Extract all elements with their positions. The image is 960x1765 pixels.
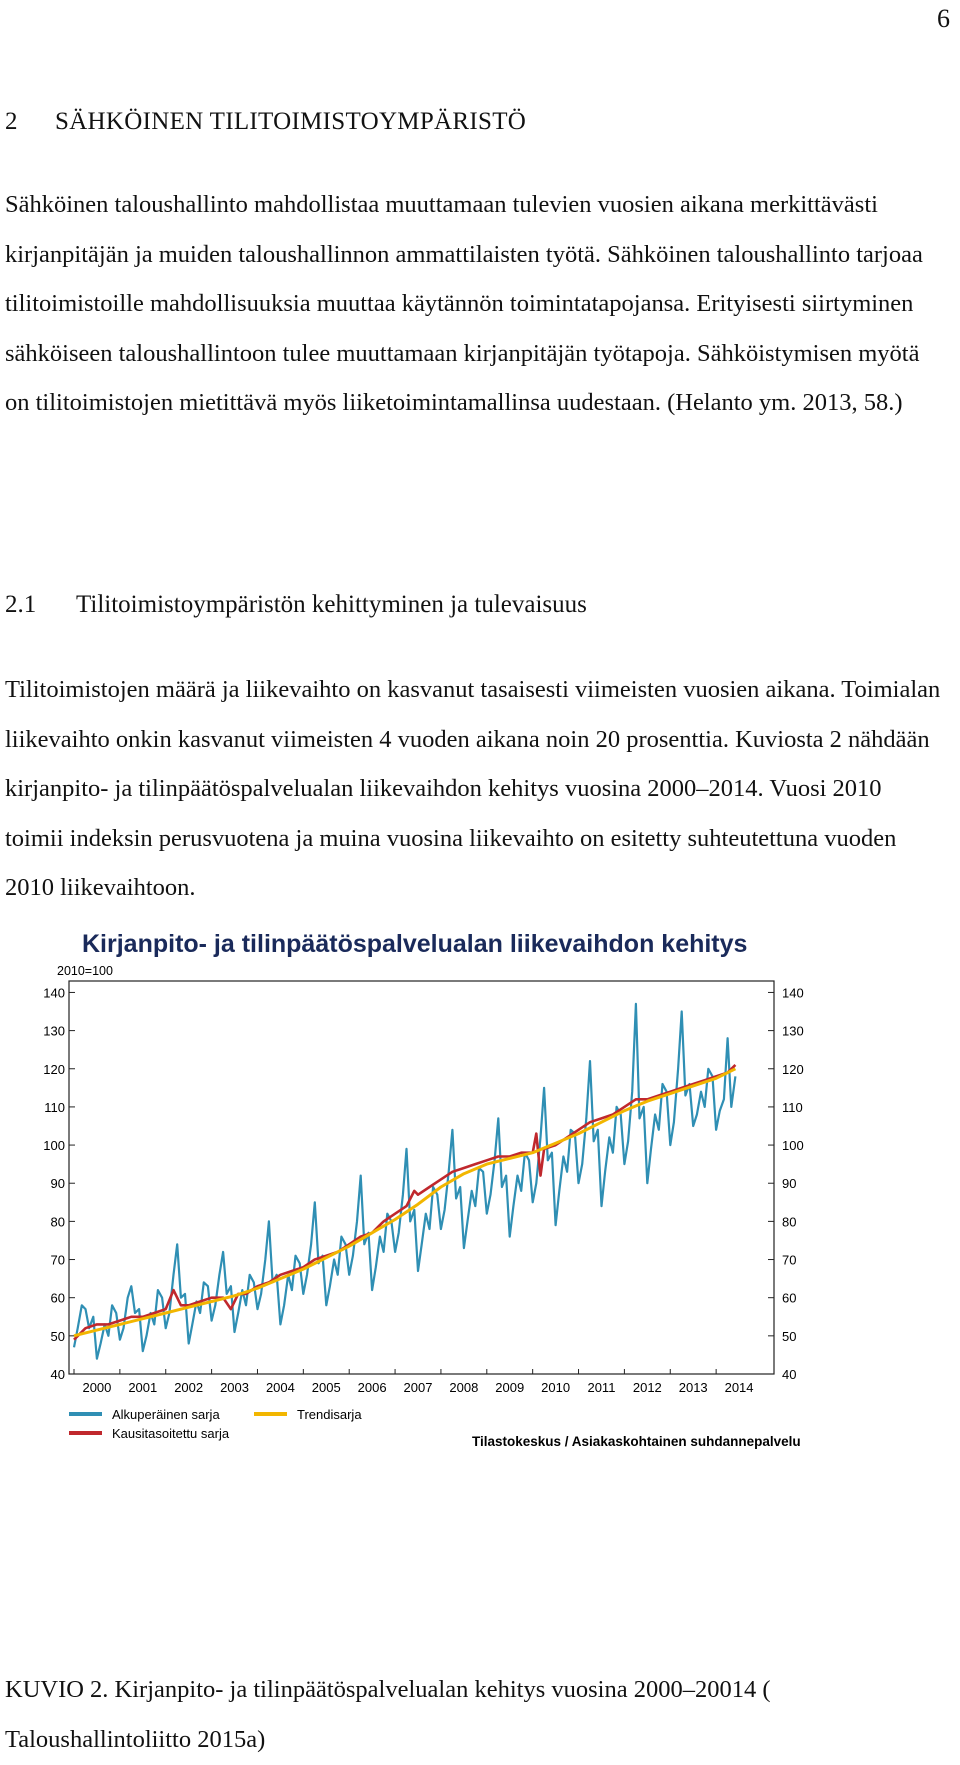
y-tick-label-left: 60 [50,1290,65,1306]
page-number: 6 [937,4,950,33]
y-tick-label-right: 40 [782,1367,797,1382]
x-tick-label: 2005 [311,1380,341,1395]
section-title: SÄHKÖINEN TILITOIMISTOYMPÄRISTÖ [55,108,527,135]
x-tick-label: 2002 [174,1380,204,1395]
y-tick-label-right: 120 [782,1061,804,1077]
x-tick-label: 2004 [265,1380,295,1395]
paragraph-growth: Tilitoimistojen määrä ja liikevaihto on kasvanut tasaisesti viimeisten vuosien aikana. Toimialan liikevaihto onkin kasvanut viimeisten 4 vuoden aikana noin 20 prosenttia. Kuviosta 2 nähdään kirjanpito- ja tilinpäätöspalvelualan liikevaihdon kehitys vuosina 2000–2014. Vuosi 2010 toimii indeksin perusvuotena ja muina vuosina liikevaihto on esitetty suhteutettuna vuoden 2010 liikevaihtoon. [5,676,941,901]
y-tick-label-left: 140 [43,985,65,1001]
x-tick-label: 2014 [724,1380,754,1395]
y-tick-label-left: 50 [50,1328,65,1344]
figure-chart [42,925,928,1625]
x-tick-label: 2001 [128,1380,158,1395]
paragraph-intro: Sähköinen taloushallinto mahdollistaa muuttamaan tulevien vuosien aikana merkittävästi kirjanpitäjän ja muiden taloushallinnon ammattilaisten työtä. Sähköinen taloushallinto tarjoaa tilitoimistoille mahdollisuuksia muuttaa käytännön toimintatapojansa. Erityisesti siirtyminen sähköiseen taloushallintoon tulee muuttamaan kirjanpitäjän työtapoja. Sähköistymisen myötä on tilitoimistojen mietittävä myös liiketoimintamallinsa uudestaan. (Helanto ym. 2013, 58.) [5,191,923,416]
y-tick-label-right: 80 [782,1214,797,1230]
line-chart [42,925,928,1625]
legend-label-original: Alkuperäinen sarja [112,1407,220,1422]
x-tick-label: 2013 [678,1380,708,1395]
y-tick-label-right: 100 [782,1138,804,1154]
x-tick-label: 2009 [495,1380,525,1395]
y-tick-label-left: 90 [50,1176,65,1192]
chart-legend [69,1407,362,1441]
y-tick-label-right: 50 [782,1328,797,1344]
subsection-title: Tilitoimistoympäristön kehittyminen ja tulevaisuus [76,591,587,618]
chart-title: Kirjanpito- ja tilinpäätöspalvelualan liikevaihdon kehitys [82,930,748,958]
y-tick-label-left: 120 [43,1061,65,1077]
x-tick-label: 2008 [449,1380,479,1395]
x-tick-label: 2010 [541,1380,571,1395]
y-tick-label-left: 40 [50,1367,65,1382]
y-tick-label-left: 130 [43,1023,65,1039]
y-tick-label-left: 80 [50,1214,65,1230]
x-tick-label: 2011 [587,1380,616,1395]
y-tick-label-left: 100 [43,1138,65,1154]
y-tick-label-right: 90 [782,1176,797,1192]
x-tick-label: 2007 [403,1380,433,1395]
chart-source: Tilastokeskus / Asiakaskohtainen suhdannepalvelu [472,1434,801,1449]
x-tick-label: 2000 [82,1380,112,1395]
figure-caption: KUVIO 2. Kirjanpito- ja tilinpäätöspalvelualan kehitys vuosina 2000–20014 ( Taloushallintoliitto 2015a) [5,1676,771,1753]
subsection-number: 2.1 [5,591,37,618]
x-tick-label: 2003 [220,1380,249,1395]
y-tick-label-right: 130 [782,1023,804,1039]
section-heading [5,108,526,136]
y-tick-label-right: 70 [782,1252,797,1268]
subsection-heading [5,591,587,619]
legend-label-seasonal: Kausitasoitettu sarja [112,1426,230,1441]
legend-label-trend: Trendisarja [297,1407,362,1422]
x-tick-label: 2012 [632,1380,662,1395]
section-number: 2 [5,108,18,135]
y-tick-label-right: 60 [782,1290,797,1306]
plot-area [69,981,774,1374]
y-tick-label-left: 110 [44,1099,65,1115]
y-tick-label-right: 110 [782,1099,803,1115]
x-tick-label: 2006 [357,1380,387,1395]
y-tick-label-left: 70 [50,1252,65,1268]
index-base-label: 2010=100 [57,964,113,978]
y-tick-label-right: 140 [782,985,804,1001]
